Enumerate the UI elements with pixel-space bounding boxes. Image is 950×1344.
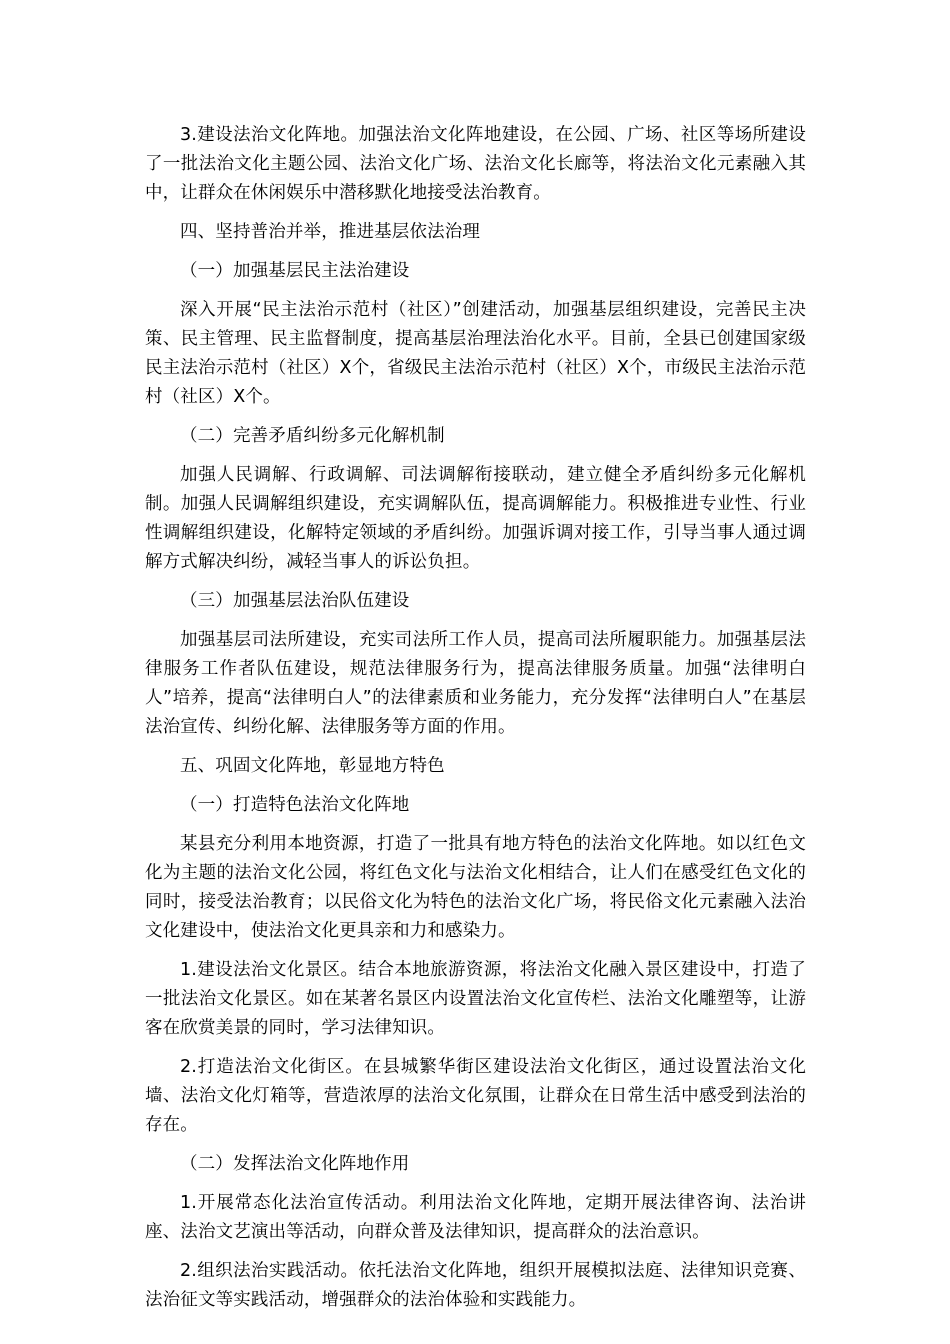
paragraph-publicity-activities: 1.开展常态化法治宣传活动。利用法治文化阵地，定期开展法律咨询、法治讲座、法治文艺演出等活动，向群众普及法律知识，提高群众的法治意识。 xyxy=(145,1193,806,1242)
paragraph-dispute-resolution: 加强人民调解、行政调解、司法调解衔接联动，建立健全矛盾纠纷多元化解机制。加强人民调解组织建设，充实调解队伍，提高调解能力。积极推进专业性、行业性调解组织建设，化解特定领域的矛盾纠纷。加强诉调对接工作，引导当事人通过调解方式解决纠纷，减轻当事人的诉讼负担。 xyxy=(145,465,806,572)
paragraph-local-resources: 某县充分利用本地资源，打造了一批具有地方特色的法治文化阵地。如以红色文化为主题的法治文化公园，将红色文化与法治文化相结合，让人们在感受红色文化的同时，接受法治教育；以民俗文化为特色的法治文化广场，将民俗文化元素融入法治文化建设中，使法治文化更具亲和力和感染力。 xyxy=(145,834,806,941)
subsection-heading-5-1: （一）打造特色法治文化阵地 xyxy=(180,795,410,815)
paragraph-democracy-villages: 深入开展“民主法治示范村（社区）”创建活动，加强基层组织建设，完善民主决策、民主管理、民主监督制度，提高基层治理法治化水平。目前，全县已创建国家级民主法治示范村（社区）X个，省级民主法治示范村（社区）X个，市级民主法治示范村（社区）X个。 xyxy=(145,300,806,407)
paragraph-scenic-areas: 1.建设法治文化景区。结合本地旅游资源，将法治文化融入景区建设中，打造了一批法治文化景区。如在某著名景区内设置法治文化宣传栏、法治文化雕塑等，让游客在欣赏美景的同时，学习法律知识。 xyxy=(145,960,806,1038)
paragraph-build-culture-sites: 3.建设法治文化阵地。加强法治文化阵地建设，在公园、广场、社区等场所建设了一批法治文化主题公园、法治文化广场、法治文化长廊等，将法治文化元素融入其中，让群众在休闲娱乐中潜移默化地接受法治教育。 xyxy=(145,125,806,203)
section-heading-five: 五、巩固文化阵地，彰显地方特色 xyxy=(180,756,445,776)
subsection-heading-4-2: （二）完善矛盾纠纷多元化解机制 xyxy=(180,426,445,446)
subsection-heading-4-3: （三）加强基层法治队伍建设 xyxy=(180,591,410,611)
paragraph-street-districts: 2.打造法治文化街区。在县城繁华街区建设法治文化街区，通过设置法治文化墙、法治文化灯箱等，营造浓厚的法治文化氛围，让群众在日常生活中感受到法治的存在。 xyxy=(145,1057,806,1135)
section-heading-four: 四、坚持普治并举，推进基层依法治理 xyxy=(180,222,481,242)
subsection-heading-5-2: （二）发挥法治文化阵地作用 xyxy=(180,1154,410,1174)
paragraph-legal-team: 加强基层司法所建设，充实司法所工作人员，提高司法所履职能力。加强基层法律服务工作者队伍建设，规范法律服务行为，提高法律服务质量。加强“法律明白人”培养，提高“法律明白人”的法律素质和业务能力，充分发挥“法律明白人”在基层法治宣传、纠纷化解、法律服务等方面的作用。 xyxy=(145,630,806,737)
document-page xyxy=(145,121,806,1315)
subsection-heading-4-1: （一）加强基层民主法治建设 xyxy=(180,261,410,281)
paragraph-practice-activities: 2.组织法治实践活动。依托法治文化阵地，组织开展模拟法庭、法律知识竞赛、法治征文等实践活动，增强群众的法治体验和实践能力。 xyxy=(145,1261,806,1310)
